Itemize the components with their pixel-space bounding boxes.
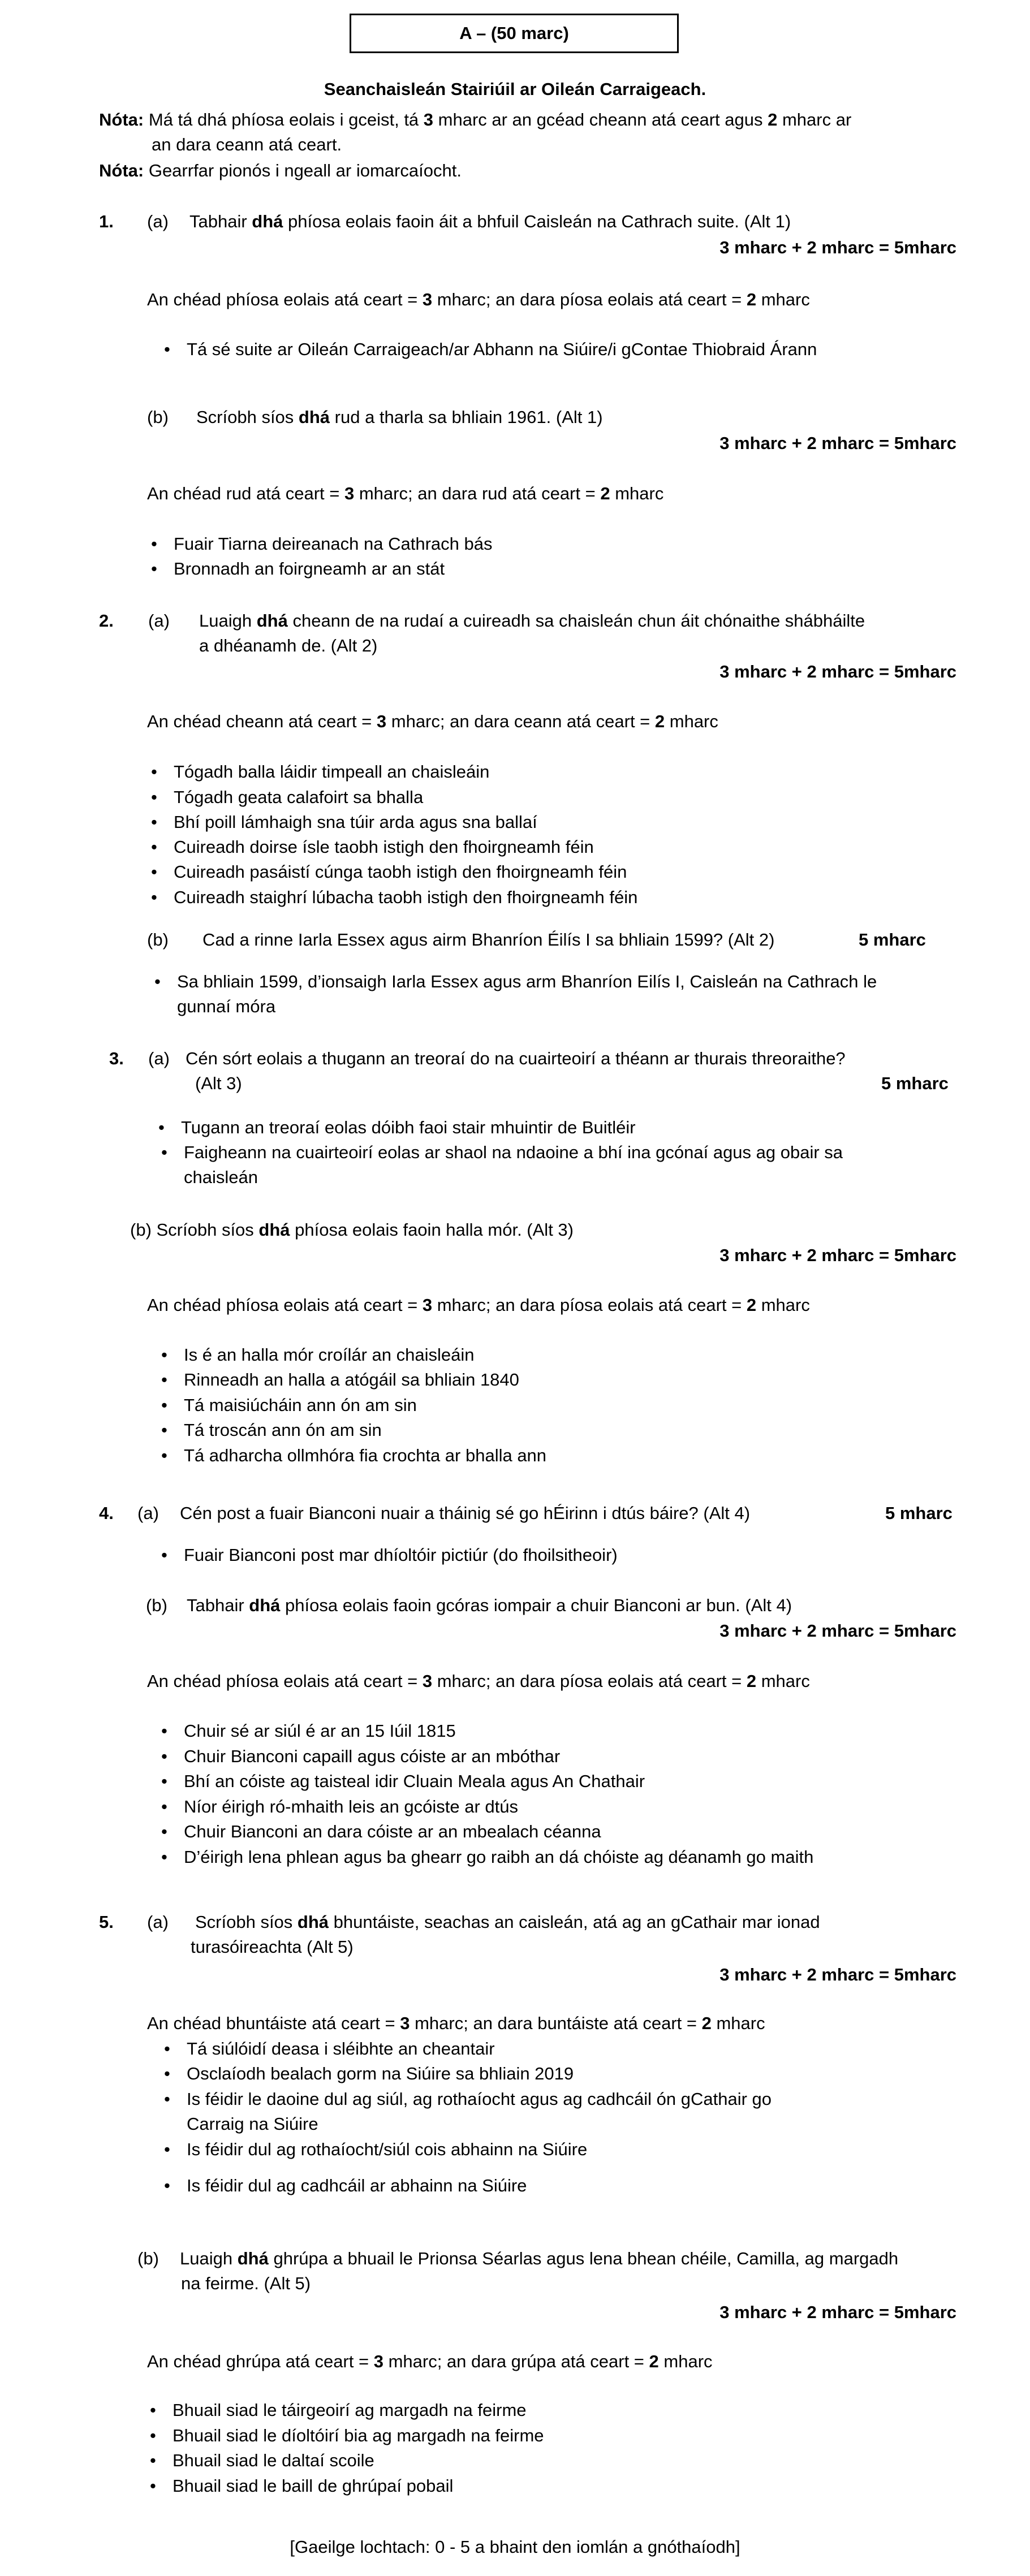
question-text: (b) Scríobh síos dhá phíosa eolais faoin halla mór. (Alt 3): [130, 1220, 574, 1240]
list-item: • Tógadh geata calafoirt sa bhalla: [151, 787, 424, 807]
list-item: • Bhí an cóiste ag taisteal idir Cluain Meala agus An Chathair: [161, 1771, 645, 1791]
marks: 3 mharc + 2 mharc = 5mharc: [719, 1621, 956, 1641]
list-item: • Bhuail siad le daltaí scoile: [150, 2450, 374, 2470]
list-item: • Bhí poill lámhaigh sna túir arda agus sna ballaí: [151, 812, 537, 832]
list-item: • Bhuail siad le táirgeoirí ag margadh na feirme: [150, 2400, 527, 2420]
marking-rule: An chéad phíosa eolais atá ceart = 3 mharc; an dara píosa eolais atá ceart = 2 mharc: [147, 290, 810, 309]
marks: 5 mharc: [881, 1073, 949, 1093]
list-item: • Rinneadh an halla a atógáil sa bhliain 1840: [161, 1370, 519, 1390]
marking-rule: An chéad ghrúpa atá ceart = 3 mharc; an dara grúpa atá ceart = 2 mharc: [147, 2351, 713, 2371]
question-text-line2: na feirme. (Alt 5): [181, 2273, 311, 2293]
list-item: • Chuir sé ar siúl é ar an 15 Iúil 1815: [161, 1721, 456, 1741]
part-label: (a): [148, 1048, 170, 1068]
question-text-line2: a dhéanamh de. (Alt 2): [199, 636, 378, 655]
list-item: • D’éirigh lena phlean agus ba ghearr go raibh an dá chóiste ag déanamh go maith: [161, 1847, 814, 1867]
list-item: • Faigheann na cuairteoirí eolas ar shaol na ndaoine a bhí ina gcónaí agus ag obair sa: [161, 1142, 843, 1162]
question-text-line2: (Alt 3): [195, 1073, 242, 1093]
list-item: • Tá troscán ann ón am sin: [161, 1420, 382, 1440]
part-label: (a): [148, 611, 170, 631]
question-text: Cén post a fuair Bianconi nuair a tháinig sé go hÉirinn i dtús báire? (Alt 4): [180, 1503, 751, 1523]
list-item: • Níor éirigh ró-mhaith leis an gcóiste ar dtús: [161, 1797, 518, 1816]
question-number: 3.: [109, 1048, 124, 1068]
list-item: • Chuir Bianconi capaill agus cóiste ar an mbóthar: [161, 1746, 561, 1766]
list-item: • Chuir Bianconi an dara cóiste ar an mbealach céanna: [161, 1822, 601, 1841]
question-number: 2.: [99, 611, 114, 631]
list-item: • Tá sé suite ar Oileán Carraigeach/ar Abhann na Siúire/i gContae Thiobraid Árann: [164, 339, 817, 359]
list-item: • Bhuail siad le díoltóirí bia ag margadh na feirme: [150, 2426, 544, 2445]
marking-rule: An chéad rud atá ceart = 3 mharc; an dara rud atá ceart = 2 mharc: [147, 484, 664, 503]
question-text: Tabhair dhá phíosa eolais faoin áit a bhfuil Caisleán na Cathrach suite. (Alt 1): [189, 212, 791, 231]
marks: 5 mharc: [885, 1503, 953, 1523]
header-box: A – (50 marc): [350, 14, 679, 53]
list-item: • Sa bhliain 1599, d’ionsaigh Iarla Essex agus arm Bhanríon Eilís I, Caisleán na Cathrach le: [154, 972, 877, 991]
list-item: • Bronnadh an foirgneamh ar an stát: [151, 559, 445, 579]
note-2: Nóta: Gearrfar pionós i ngeall ar iomarcaíocht.: [99, 161, 462, 180]
marks: 5 mharc: [859, 930, 926, 950]
part-label: (b): [137, 2249, 159, 2268]
marks: 3 mharc + 2 mharc = 5mharc: [719, 2302, 956, 2322]
marking-rule: An chéad cheann atá ceart = 3 mharc; an dara ceann atá ceart = 2 mharc: [147, 711, 718, 731]
list-item: • Is féidir dul ag rothaíocht/siúl cois abhainn na Siúire: [164, 2139, 588, 2159]
part-label: (b): [147, 407, 169, 427]
question-number: 1.: [99, 212, 114, 231]
list-item: • Cuireadh doirse ísle taobh istigh den fhoirgneamh féin: [151, 837, 594, 857]
marking-rule: An chéad phíosa eolais atá ceart = 3 mharc; an dara píosa eolais atá ceart = 2 mharc: [147, 1671, 810, 1691]
marking-rule: An chéad bhuntáiste atá ceart = 3 mharc; an dara buntáiste atá ceart = 2 mharc: [147, 2013, 765, 2033]
list-item: • Tá maisiúcháin ann ón am sin: [161, 1395, 417, 1415]
list-item: • Cuireadh staighrí lúbacha taobh istigh den fhoirgneamh féin: [151, 887, 638, 907]
list-item: • Is féidir dul ag cadhcáil ar abhainn na Siúire: [164, 2176, 527, 2195]
question-number: 4.: [99, 1503, 114, 1523]
question-text: Luaigh dhá ghrúpa a bhuail le Prionsa Séarlas agus lena bhean chéile, Camilla, ag margadh: [180, 2249, 899, 2268]
question-number: 5.: [99, 1912, 114, 1932]
list-item-line2: Carraig na Siúire: [187, 2114, 318, 2134]
list-item: • Is féidir le daoine dul ag siúl, ag rothaíocht agus ag cadhcáil ón gCathair go: [164, 2089, 772, 2109]
list-item: • Osclaíodh bealach gorm na Siúire sa bhliain 2019: [164, 2064, 574, 2083]
note-1-line2: an dara ceann atá ceart.: [152, 135, 342, 154]
marks: 3 mharc + 2 mharc = 5mharc: [719, 662, 956, 681]
part-label: (a): [137, 1503, 159, 1523]
part-label: (a): [147, 212, 169, 231]
marks: 3 mharc + 2 mharc = 5mharc: [719, 238, 956, 257]
list-item: • Bhuail siad le baill de ghrúpaí pobail: [150, 2476, 454, 2496]
note-1: Nóta: Má tá dhá phíosa eolais i gceist, tá 3 mharc ar an gcéad cheann atá ceart agus 2 mharc ar: [99, 110, 852, 130]
question-text: Scríobh síos dhá bhuntáiste, seachas an caisleán, atá ag an gCathair mar ionad: [195, 1912, 820, 1932]
list-item: • Cuireadh pasáistí cúnga taobh istigh den fhoirgneamh féin: [151, 862, 627, 882]
note-label: Nóta:: [99, 110, 144, 130]
marks: 3 mharc + 2 mharc = 5mharc: [719, 1965, 956, 1984]
marks: 3 mharc + 2 mharc = 5mharc: [719, 433, 956, 453]
question-text: Cad a rinne Iarla Essex agus airm Bhanríon Éilís I sa bhliain 1599? (Alt 2): [202, 930, 775, 950]
footer-note: [Gaeilge lochtach: 0 - 5 a bhaint den iomlán a gnóthaíodh]: [290, 2537, 740, 2557]
question-text: Cén sórt eolais a thugann an treoraí do na cuairteoirí a théann ar thurais threoraithe?: [186, 1048, 846, 1068]
page-title: Seanchaisleán Stairiúil ar Oileán Carraigeach.: [324, 79, 706, 99]
list-item-line2: gunnaí móra: [177, 996, 276, 1016]
question-text: Tabhair dhá phíosa eolais faoin gcóras iompair a chuir Bianconi ar bun. (Alt 4): [187, 1595, 792, 1615]
part-label: (a): [147, 1912, 169, 1932]
list-item: • Fuair Bianconi post mar dhíoltóir pictiúr (do fhoilsitheoir): [161, 1545, 618, 1565]
list-item: • Tá siúlóidí deasa i sléibhte an cheantair: [164, 2039, 495, 2059]
list-item: • Fuair Tiarna deireanach na Cathrach bás: [151, 534, 493, 554]
list-item: • Is é an halla mór croílár an chaisleáin: [161, 1345, 475, 1365]
list-item: • Tá adharcha ollmhóra fia crochta ar bhalla ann: [161, 1446, 547, 1465]
question-text: Scríobh síos dhá rud a tharla sa bhliain 1961. (Alt 1): [196, 407, 603, 427]
part-label: (b): [147, 930, 169, 950]
part-label: (b): [146, 1595, 167, 1615]
list-item-line2: chaisleán: [184, 1167, 258, 1187]
marks: 3 mharc + 2 mharc = 5mharc: [719, 1245, 956, 1265]
list-item: • Tugann an treoraí eolas dóibh faoi stair mhuintir de Buitléir: [158, 1117, 636, 1137]
question-text-line2: turasóireachta (Alt 5): [191, 1937, 354, 1957]
list-item: • Tógadh balla láidir timpeall an chaisleáin: [151, 762, 490, 782]
marking-rule: An chéad phíosa eolais atá ceart = 3 mharc; an dara píosa eolais atá ceart = 2 mharc: [147, 1295, 810, 1315]
question-text: Luaigh dhá cheann de na rudaí a cuireadh sa chaisleán chun áit chónaithe shábháilte: [199, 611, 865, 631]
